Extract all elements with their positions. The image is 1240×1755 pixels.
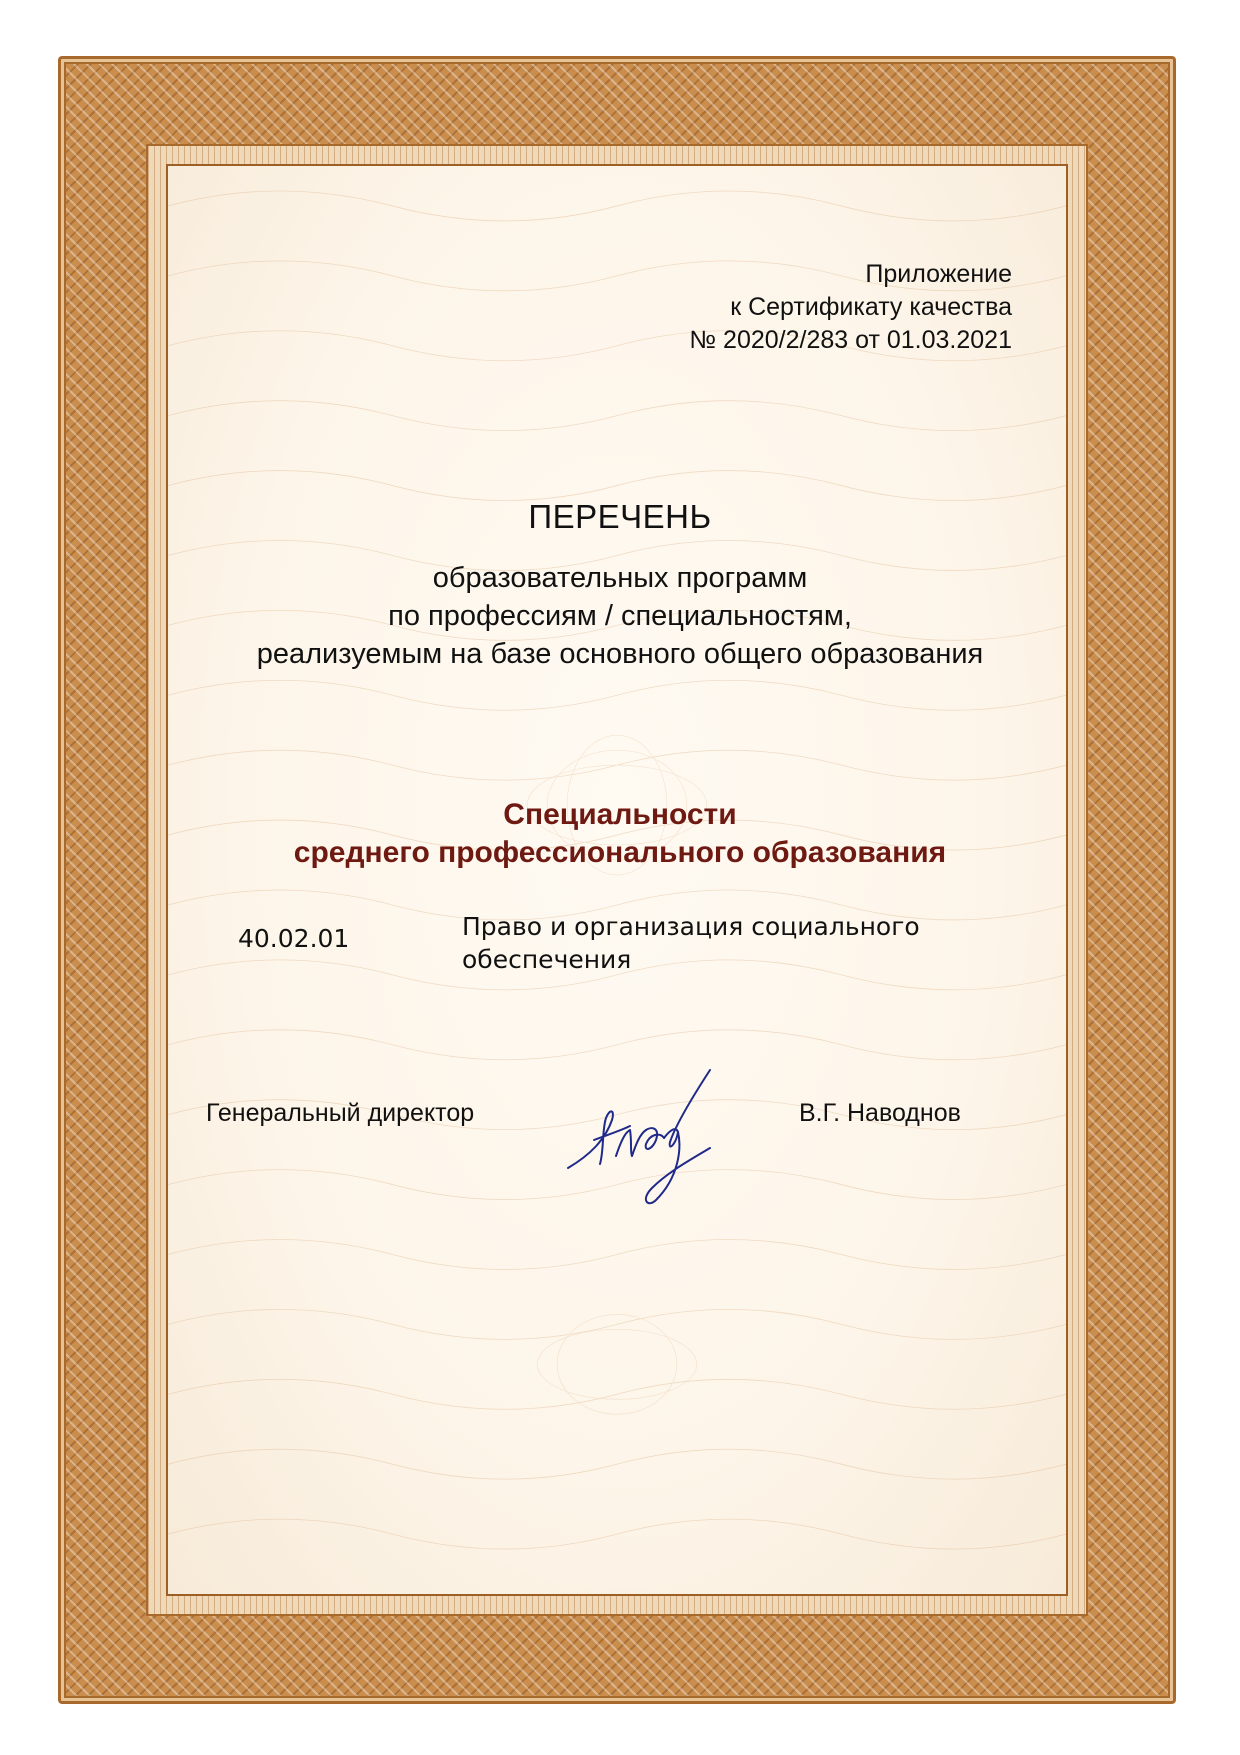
subtitle-line-3: реализуемым на базе основного общего образования [256,638,984,670]
specialty-code: 40.02.01 [238,924,350,953]
appendix-note [689,258,1012,357]
subtitle-line-2: по профессиям / специальностям, [388,600,852,632]
director-name: В.Г. Наводнов [799,1099,961,1127]
appendix-line-2: к Сертификату качества [730,293,1012,321]
appendix-line-3: № 2020/2/283 от 01.03.2021 [689,326,1012,354]
document-subtitle [0,559,1240,673]
document-title: ПЕРЕЧЕНЬ [528,498,712,535]
section-heading [0,796,1240,872]
director-position: Генеральный директор [206,1099,475,1127]
specialty-name-line-1: Право и организация социального [462,912,920,941]
handwritten-signature [560,1060,740,1210]
appendix-line-1: Приложение [865,260,1012,288]
specialty-name-line-2: обеспечения [462,945,632,974]
section-heading-line-1: Специальности [503,798,737,831]
subtitle-line-1: образовательных программ [432,562,808,594]
specialty-name [462,910,1022,976]
section-heading-line-2: среднего профессионального образования [293,836,947,869]
